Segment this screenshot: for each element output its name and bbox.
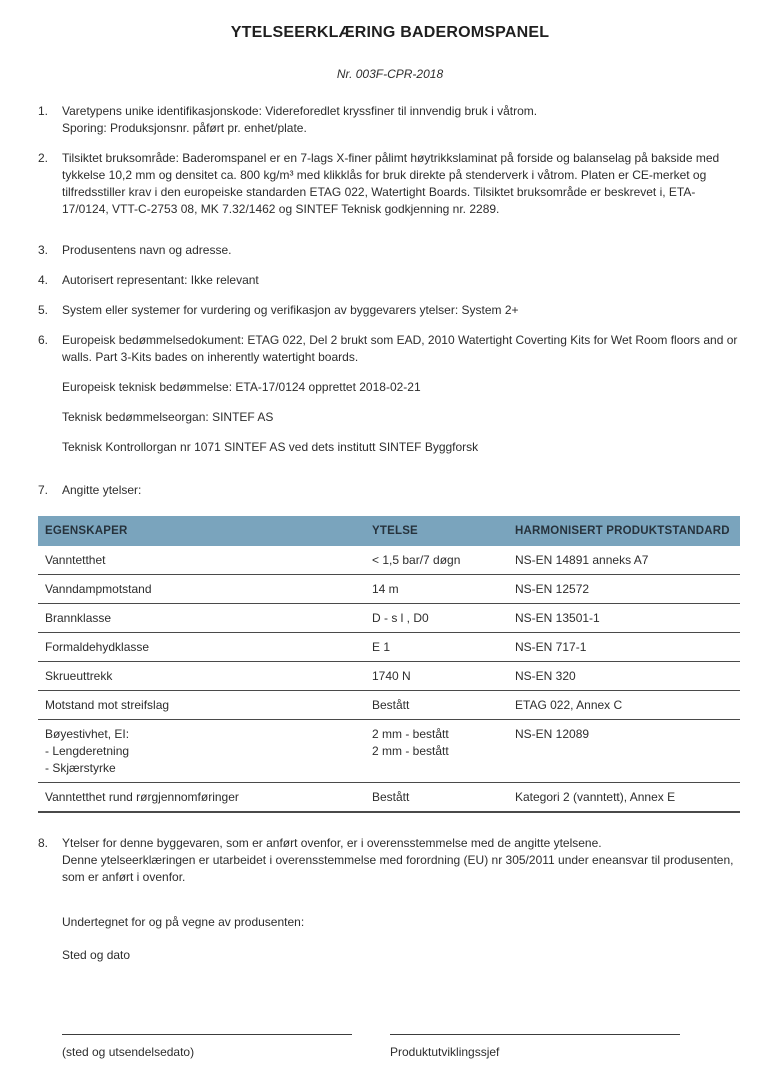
subparagraph-assessment-body: Teknisk bedømmelseorgan: SINTEF AS (62, 410, 274, 424)
cell-property: Formaldehydklasse (38, 633, 365, 662)
cell-standard: NS-EN 13501-1 (508, 604, 740, 633)
item-number: 1. (38, 104, 49, 118)
cell-property: Vanntetthet rund rørgjennomføringer (38, 783, 365, 813)
table-row (38, 546, 740, 575)
cell-performance: Bestått (365, 691, 508, 720)
table-row (38, 691, 740, 720)
signing-statement: Undertegnet for og på vegne av produsenten: (62, 915, 305, 929)
numbered-list (38, 103, 742, 1061)
cell-standard: NS-EN 12089 (508, 720, 740, 783)
list-item-3 (38, 242, 742, 259)
cell-line: 2 mm - bestått (372, 727, 449, 741)
item-number: 7. (38, 483, 49, 497)
header-standard: HARMONISERT PRODUKTSTANDARD (508, 516, 740, 546)
header-ytelse: YTELSE (365, 516, 508, 546)
cell-standard: NS-EN 12572 (508, 575, 740, 604)
item-line: Varetypens unike identifikasjonskode: Videreforedlet kryssfiner til innvendig bruk i våtrom. (62, 104, 538, 118)
subparagraph-eta: Europeisk teknisk bedømmelse: ETA-17/0124 opprettet 2018-02-21 (62, 380, 421, 394)
cell-property: Vanntetthet (38, 546, 365, 575)
table-row (38, 633, 740, 662)
item-text (62, 272, 742, 289)
cell-performance: Bestått (365, 783, 508, 813)
cell-performance: E 1 (365, 633, 508, 662)
list-item-6 (38, 332, 742, 366)
item-line: System eller systemer for vurdering og verifikasjon av byggevarers ytelser: System 2+ (62, 303, 519, 317)
cell-property: Motstand mot streifslag (38, 691, 365, 720)
item-line: Europeisk bedømmelsedokument: ETAG 022, Del 2 brukt som EAD, 2010 Watertight Coverting Kits for Wet Room floors and or walls. Part 3-Kits bades on inherently watertight boards. (62, 333, 738, 364)
subparagraph-control-body: Teknisk Kontrollorgan nr 1071 SINTEF AS ved dets institutt SINTEF Byggforsk (62, 440, 479, 454)
table-row (38, 604, 740, 633)
list-item-5 (38, 302, 742, 319)
cell-property: Brannklasse (38, 604, 365, 633)
item-text (62, 103, 742, 137)
item-line: Angitte ytelser: (62, 483, 142, 497)
performance-table (38, 516, 740, 813)
item-number: 8. (38, 836, 49, 850)
signature-block-left (62, 1034, 352, 1061)
cell-performance (365, 720, 508, 783)
item-number: 6. (38, 333, 49, 347)
table-row (38, 720, 740, 783)
item-line: Autorisert representant: Ikke relevant (62, 273, 259, 287)
item-number: 4. (38, 273, 49, 287)
cell-property: Vanndampmotstand (38, 575, 365, 604)
page-title: YTELSEERKLÆRING BADEROMSPANEL (230, 24, 550, 41)
item-line: Ytelser for denne byggevaren, som er anført ovenfor, er i overensstemmelse med de angitte ytelsene. (62, 836, 602, 850)
item-text (62, 332, 742, 366)
cell-performance: D - s l , D0 (365, 604, 508, 633)
cell-standard: ETAG 022, Annex C (508, 691, 740, 720)
cell-line: Bøyestivhet, EI: (45, 727, 130, 741)
doc-number: Nr. 003F-CPR-2018 (336, 67, 444, 81)
cell-property: Skrueuttrekk (38, 662, 365, 691)
table-header-row (38, 516, 740, 546)
place-date-label: Sted og dato (62, 948, 131, 962)
list-item-1 (38, 103, 742, 137)
item-number: 3. (38, 243, 49, 257)
cell-performance: 1740 N (365, 662, 508, 691)
cell-line: - Skjærstyrke (45, 761, 116, 775)
cell-line: - Lengderetning (45, 744, 130, 758)
signature-section (62, 1034, 742, 1061)
list-item-4 (38, 272, 742, 289)
cell-standard: NS-EN 14891 anneks A7 (508, 546, 740, 575)
cell-performance: < 1,5 bar/7 døgn (365, 546, 508, 575)
item-number: 5. (38, 303, 49, 317)
cell-line: 2 mm - bestått (372, 744, 449, 758)
item-text (62, 835, 742, 886)
cell-standard: NS-EN 320 (508, 662, 740, 691)
signature-label-left: (sted og utsendelsedato) (62, 1045, 195, 1059)
table-row (38, 783, 740, 813)
item-text (62, 150, 742, 218)
item-number: 2. (38, 151, 49, 165)
list-item-8 (38, 835, 742, 886)
signature-block-right (390, 1034, 680, 1061)
cell-standard: Kategori 2 (vanntett), Annex E (508, 783, 740, 813)
header-egenskaper: EGENSKAPER (38, 516, 365, 546)
item-text (62, 302, 742, 319)
item-line: Tilsiktet bruksområde: Baderomspanel er en 7-lags X-finer pålimt høytrikkslaminat på forside og balanselag på bakside med tykkelse 10,2 mm og densitet ca. 800 kg/m³ med klikklås for bruk direkte på stenderverk i våtrom. Platen er CE-merket og tilfredsstiller krav i den europeiske standarden ETAG 022, Watertight Boards. Tilsiktet bruksområde er beskrevet i, ETA-17/0124, VTT-C-2753 08, MK 7.32/1462 og SINTEF Teknisk godkjenning nr. 2289. (62, 151, 720, 216)
table-row (38, 662, 740, 691)
item-line: Produsentens navn og adresse. (62, 243, 232, 257)
cell-property (38, 720, 365, 783)
cell-performance: 14 m (365, 575, 508, 604)
item-line: Sporing: Produksjonsnr. påført pr. enhet/plate. (62, 121, 307, 135)
item-text (62, 482, 742, 499)
item-text (62, 242, 742, 259)
cell-standard: NS-EN 717-1 (508, 633, 740, 662)
list-item-7 (38, 482, 742, 499)
list-item-2 (38, 150, 742, 218)
signature-label-right: Produktutviklingssjef (390, 1045, 500, 1059)
item-line: Denne ytelseerklæringen er utarbeidet i overensstemmelse med forordning (EU) nr 305/2011 under eneansvar til produsenten, som er anført i ovenfor. (62, 853, 734, 884)
table-row (38, 575, 740, 604)
